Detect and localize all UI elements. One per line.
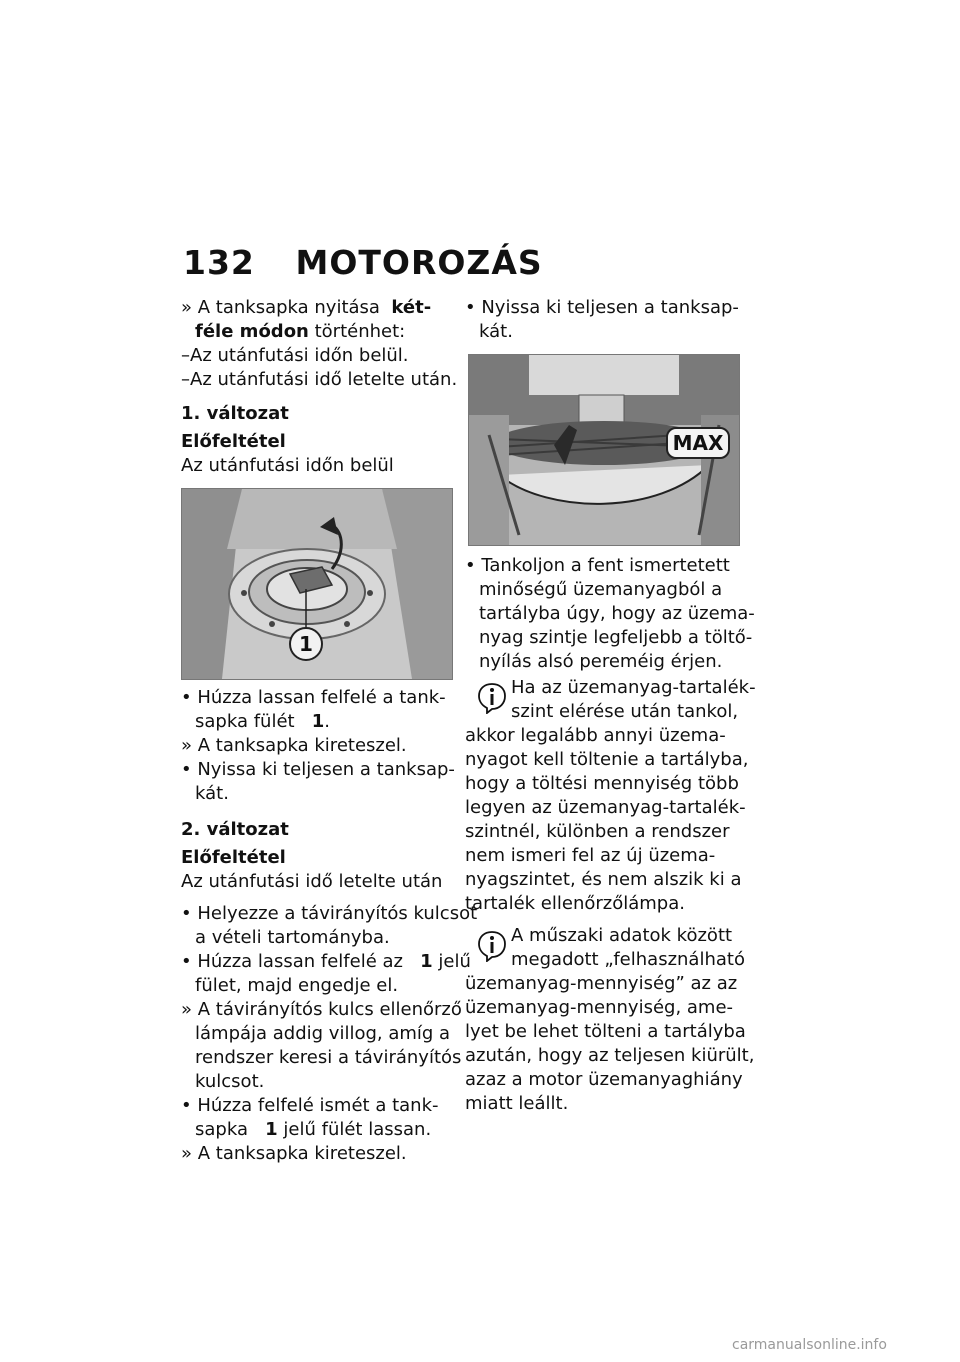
step-pull-tab-cont: sapka fülét 1.: [195, 711, 331, 732]
note-2-line-8: miatt leállt.: [465, 1093, 569, 1114]
step-open-fully: • Nyissa ki teljesen a tanksap-: [465, 297, 739, 318]
page-number: 132: [183, 243, 255, 282]
variant-1-prerequisite-label: Előfeltétel: [181, 431, 286, 452]
result-unlock-2: » A tanksapka kireteszel.: [181, 1143, 407, 1164]
note-2-line-1: A műszaki adatok között: [511, 925, 733, 946]
right-column: [465, 296, 756, 1116]
note-2-line-4: üzemanyag-mennyiség, ame-: [465, 997, 734, 1018]
step-pull-release: • Húzza lassan felfelé az 1 jelű: [181, 951, 471, 972]
step-pull-again: • Húzza felfelé ismét a tank-: [181, 1095, 439, 1116]
note-1-line-5: hogy a töltési mennyiség több: [465, 773, 739, 794]
note-reserve: [465, 676, 756, 916]
step-open-fully-cont: kát.: [479, 321, 513, 342]
note-2-line-6: azután, hogy az teljesen kiürült,: [465, 1045, 755, 1066]
option-1: –Az utánfutási időn belül.: [181, 345, 409, 366]
step-open-cap-cont: kát.: [195, 783, 229, 804]
variant-1-title: 1. változat: [181, 403, 289, 424]
intro-line-2: féle módon történhet:: [195, 321, 406, 342]
step-pull-again-cont: sapka 1 jelű fülét lassan.: [195, 1119, 432, 1140]
tank-max-figure: [468, 354, 740, 546]
note-2-line-5: lyet be lehet tölteni a tartályba: [465, 1021, 746, 1042]
step-key-range-cont: a vételi tartományba.: [195, 927, 390, 948]
note-1-line-10: tartalék ellenőrzőlámpa.: [465, 893, 685, 914]
variant-2-prerequisite-label: Előfeltétel: [181, 847, 286, 868]
info-icon: [477, 930, 507, 969]
note-2-line-2: megadott „felhasználható: [511, 949, 745, 970]
step-open-cap: • Nyissa ki teljesen a tanksap-: [181, 759, 455, 780]
result-unlock: » A tanksapka kireteszel.: [181, 735, 407, 756]
note-1-line-6: legyen az üzemanyag-tartalék-: [465, 797, 746, 818]
note-1-line-2: szint elérése után tankol,: [511, 701, 739, 722]
section-title: MOTOROZÁS: [295, 243, 543, 282]
watermark: carmanualsonline.info: [732, 1337, 887, 1353]
note-usable-fuel: [465, 924, 755, 1116]
result-lamp-flash-cont-2: rendszer keresi a távirányítós: [195, 1047, 462, 1068]
info-icon: [477, 682, 507, 721]
variant-2-title: 2. változat: [181, 819, 289, 840]
step-pull-tab: • Húzza lassan felfelé a tank-: [181, 687, 446, 708]
note-1-line-1: Ha az üzemanyag-tartalék-: [511, 677, 756, 698]
note-1-line-8: nem ismeri fel az új üzema-: [465, 845, 716, 866]
page-header: [183, 243, 543, 282]
step-refuel-cont-3: nyag szintje legfeljebb a töltő-: [479, 627, 753, 648]
left-column: [181, 296, 478, 1166]
result-lamp-flash-cont-1: lámpája addig villog, amíg a: [195, 1023, 451, 1044]
callout-1-label: 1: [299, 632, 313, 656]
variant-2-condition: Az utánfutási idő letelte után: [181, 871, 443, 892]
step-refuel-cont-2: tartályba úgy, hogy az üzema-: [479, 603, 755, 624]
step-pull-release-cont: fület, majd engedje el.: [195, 975, 399, 996]
variant-1-condition: Az utánfutási időn belül: [181, 455, 394, 476]
tank-max-illustration: [469, 355, 739, 545]
note-1-line-7: szintnél, különben a rendszer: [465, 821, 730, 842]
note-1-line-9: nyagszintet, és nem alszik ki a: [465, 869, 742, 890]
note-2-line-7: azaz a motor üzemanyaghiány: [465, 1069, 743, 1090]
note-1-line-4: nyagot kell töltenie a tartályba,: [465, 749, 749, 770]
fuel-cap-illustration: [182, 489, 452, 679]
step-key-range: • Helyezze a távirányítós kulcsot: [181, 903, 478, 924]
step-refuel-cont-1: minőségű üzemanyagból a: [479, 579, 723, 600]
step-refuel: • Tankoljon a fent ismertetett: [465, 555, 730, 576]
step-refuel-cont-4: nyílás alsó pereméig érjen.: [479, 651, 723, 672]
result-lamp-flash: » A távirányítós kulcs ellenőrző: [181, 999, 462, 1020]
max-label: MAX: [672, 431, 724, 455]
intro-line: » A tanksapka nyitása két-: [181, 297, 432, 318]
option-2: –Az utánfutási idő letelte után.: [181, 369, 458, 390]
fuel-cap-figure: [181, 488, 453, 680]
result-lamp-flash-cont-3: kulcsot.: [195, 1071, 265, 1092]
note-1-line-3: akkor legalább annyi üzema-: [465, 725, 726, 746]
note-2-line-3: üzemanyag-mennyiség” az az: [465, 973, 738, 994]
